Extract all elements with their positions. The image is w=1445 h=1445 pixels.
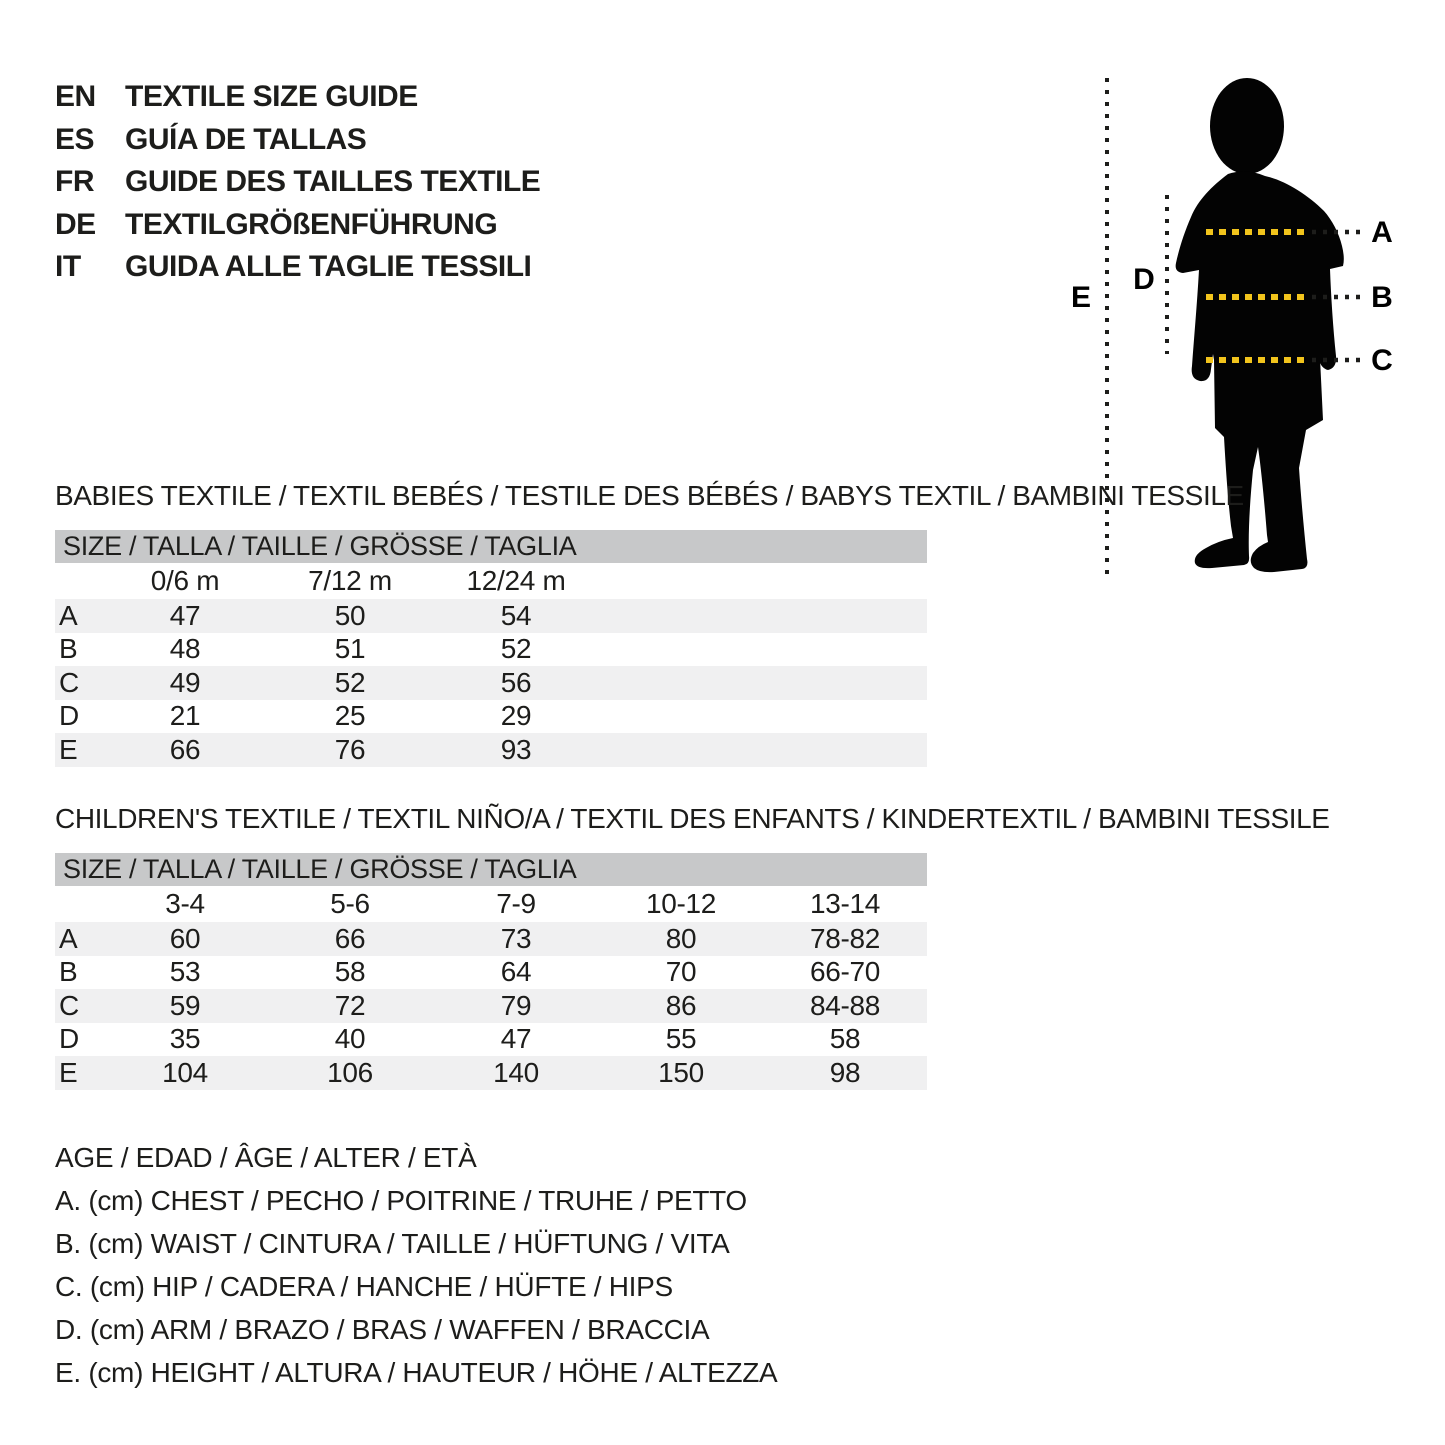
table-row bbox=[55, 733, 927, 767]
language-code: IT bbox=[55, 250, 81, 284]
table-cell: 58 bbox=[334, 956, 366, 988]
language-code: FR bbox=[55, 165, 94, 199]
table-cell: 140 bbox=[493, 1056, 539, 1088]
table-cell: 80 bbox=[665, 922, 697, 954]
table-cell: 106 bbox=[327, 1056, 373, 1088]
table-cell: 76 bbox=[334, 733, 366, 765]
column-header-row bbox=[55, 886, 927, 922]
row-label: E bbox=[59, 733, 78, 765]
table-cell: 56 bbox=[500, 666, 532, 698]
legend-line: E. (cm) HEIGHT / ALTURA / HAUTEUR / HÖHE / ALTEZZA bbox=[55, 1356, 778, 1388]
table-cell: 40 bbox=[334, 1023, 366, 1055]
label-b: B bbox=[1371, 281, 1393, 314]
column-header-row bbox=[55, 563, 927, 599]
language-row bbox=[55, 119, 540, 162]
table-cell: 84-88 bbox=[809, 989, 881, 1021]
label-c: C bbox=[1371, 344, 1393, 377]
row-label: E bbox=[59, 1056, 78, 1088]
table-cell: 98 bbox=[829, 1056, 861, 1088]
row-label: C bbox=[59, 989, 79, 1021]
row-label: A bbox=[59, 599, 78, 631]
language-title: TEXTILGRÖßENFÜHRUNG bbox=[125, 207, 498, 241]
row-label: D bbox=[59, 1023, 79, 1055]
table-row bbox=[55, 922, 927, 956]
language-row bbox=[55, 246, 540, 289]
table-cell: 48 bbox=[169, 633, 201, 665]
column-header: 5-6 bbox=[330, 888, 370, 919]
label-a: A bbox=[1371, 216, 1393, 249]
legend-line: B. (cm) WAIST / CINTURA / TAILLE / HÜFTUNG / VITA bbox=[55, 1227, 730, 1259]
table-cell: 47 bbox=[500, 1023, 532, 1055]
language-code: ES bbox=[55, 122, 95, 156]
table-cell: 59 bbox=[169, 989, 201, 1021]
table-cell: 53 bbox=[169, 956, 201, 988]
table-cell: 73 bbox=[500, 922, 532, 954]
language-row bbox=[55, 204, 540, 247]
table-cell: 21 bbox=[169, 700, 201, 732]
table-cell: 104 bbox=[162, 1056, 208, 1088]
size-header-bar bbox=[55, 530, 927, 563]
children-section-title: CHILDREN'S TEXTILE / TEXTIL NIÑO/A / TEXTIL DES ENFANTS / KINDERTEXTIL / BAMBINI TESSILE bbox=[55, 803, 1330, 834]
legend-line: D. (cm) ARM / BRAZO / BRAS / WAFFEN / BRACCIA bbox=[55, 1313, 710, 1345]
table-row bbox=[55, 700, 927, 734]
table-cell: 66 bbox=[169, 733, 201, 765]
table-row bbox=[55, 956, 927, 990]
row-label: B bbox=[59, 633, 78, 665]
table-row bbox=[55, 666, 927, 700]
table-row bbox=[55, 1023, 927, 1057]
table-row bbox=[55, 633, 927, 667]
table-cell: 54 bbox=[500, 599, 532, 631]
table-cell: 86 bbox=[665, 989, 697, 1021]
language-row bbox=[55, 161, 540, 204]
babies-size-table bbox=[55, 530, 927, 767]
language-title: TEXTILE SIZE GUIDE bbox=[125, 80, 418, 114]
table-cell: 52 bbox=[500, 633, 532, 665]
size-header-label: SIZE / TALLA / TAILLE / GRÖSSE / TAGLIA bbox=[63, 531, 577, 561]
table-cell: 93 bbox=[500, 733, 532, 765]
table-cell: 47 bbox=[169, 599, 201, 631]
table-cell: 58 bbox=[829, 1023, 861, 1055]
table-cell: 35 bbox=[169, 1023, 201, 1055]
column-header: 0/6 m bbox=[150, 565, 220, 596]
table-cell: 70 bbox=[665, 956, 697, 988]
row-label: A bbox=[59, 922, 78, 954]
column-header: 7/12 m bbox=[308, 565, 392, 596]
table-cell: 51 bbox=[334, 633, 366, 665]
table-cell: 78-82 bbox=[809, 922, 881, 954]
legend-line: A. (cm) CHEST / PECHO / POITRINE / TRUHE / PETTO bbox=[55, 1184, 747, 1216]
label-d: D bbox=[1133, 263, 1155, 296]
measurement-legend bbox=[55, 1136, 777, 1394]
table-cell: 150 bbox=[658, 1056, 704, 1088]
table-cell: 49 bbox=[169, 666, 201, 698]
table-cell: 55 bbox=[665, 1023, 697, 1055]
table-cell: 66-70 bbox=[809, 956, 881, 988]
row-label: B bbox=[59, 956, 78, 988]
language-title: GUIDE DES TAILLES TEXTILE bbox=[125, 165, 541, 199]
table-cell: 66 bbox=[334, 922, 366, 954]
table-cell: 64 bbox=[500, 956, 532, 988]
language-code: EN bbox=[55, 80, 96, 114]
table-row bbox=[55, 599, 927, 633]
language-row bbox=[55, 76, 540, 119]
column-header: 7-9 bbox=[496, 888, 536, 919]
table-row bbox=[55, 1056, 927, 1090]
children-size-table bbox=[55, 853, 927, 1090]
size-header-bar bbox=[55, 853, 927, 886]
table-cell: 72 bbox=[334, 989, 366, 1021]
babies-section-title: BABIES TEXTILE / TEXTIL BEBÉS / TESTILE DES BÉBÉS / BABYS TEXTIL / BAMBINI TESSILE bbox=[55, 480, 1244, 511]
legend-line: C. (cm) HIP / CADERA / HANCHE / HÜFTE / HIPS bbox=[55, 1270, 673, 1302]
table-cell: 29 bbox=[500, 700, 532, 732]
language-code: DE bbox=[55, 207, 96, 241]
row-label: C bbox=[59, 666, 79, 698]
table-cell: 52 bbox=[334, 666, 366, 698]
silhouette-head bbox=[1210, 78, 1284, 174]
column-header: 10-12 bbox=[645, 888, 717, 919]
column-header: 3-4 bbox=[165, 888, 205, 919]
column-header: 12/24 m bbox=[466, 565, 566, 596]
language-title: GUÍA DE TALLAS bbox=[125, 122, 367, 156]
table-cell: 25 bbox=[334, 700, 366, 732]
table-row bbox=[55, 989, 927, 1023]
column-header: 13-14 bbox=[809, 888, 881, 919]
language-title: GUIDA ALLE TAGLIE TESSILI bbox=[125, 250, 532, 284]
table-cell: 79 bbox=[500, 989, 532, 1021]
table-cell: 50 bbox=[334, 599, 366, 631]
language-title-block bbox=[55, 76, 540, 289]
label-e: E bbox=[1070, 281, 1092, 314]
legend-line: AGE / EDAD / ÂGE / ALTER / ETÀ bbox=[55, 1141, 477, 1173]
size-header-label: SIZE / TALLA / TAILLE / GRÖSSE / TAGLIA bbox=[63, 854, 577, 884]
row-label: D bbox=[59, 700, 79, 732]
table-cell: 60 bbox=[169, 922, 201, 954]
